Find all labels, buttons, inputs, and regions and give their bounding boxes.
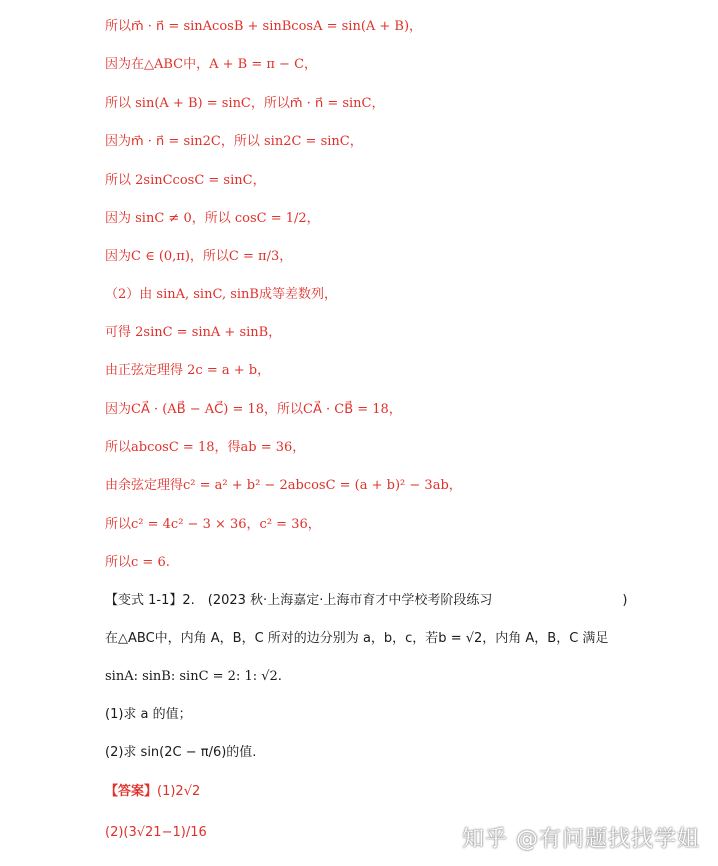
solution-line-4: 因为m⃗ · n⃗ = sin2C，所以 sin2C = sinC，	[105, 134, 363, 149]
solution-line-1: 所以m⃗ · n⃗ = sinAcosB + sinBcosA = sin(A + B)，	[105, 19, 423, 34]
watermark: 知乎 @有问题找找学姐	[462, 827, 700, 852]
problem-header: 【变式 1-1】2. (2023 秋·上海嘉定·上海市育才中学校考阶段练习 )	[105, 593, 628, 608]
solution-line-11: 因为CA⃗ · (AB⃗ − AC⃗) = 18，所以CA⃗ · CB⃗ = 18，	[105, 402, 402, 417]
answer-2: (2)(3√21−1)/16	[105, 825, 207, 840]
solution-line-13: 由余弦定理得c² = a² + b² − 2abcosC = (a + b)² − 3ab，	[105, 478, 462, 493]
answer-line-1	[105, 783, 200, 801]
solution-line-15: 所以c = 6.	[105, 555, 170, 570]
solution-line-7: 因为C ∈ (0,π)，所以C = π/3，	[105, 249, 293, 264]
solution-line-8: （2）由 sinA, sinC, sinB成等差数列，	[105, 287, 337, 302]
question-2: (2)求 sin(2C − π/6)的值.	[105, 745, 257, 760]
problem-ratio: sinA: sinB: sinC = 2: 1: √2.	[105, 669, 282, 684]
solution-line-10: 由正弦定理得 2c = a + b，	[105, 363, 271, 378]
solution-line-14: 所以c² = 4c² − 3 × 36，c² = 36，	[105, 517, 321, 532]
solution-line-2: 因为在△ABC中，A + B = π − C，	[105, 57, 318, 72]
solution-line-5: 所以 2sinCcosC = sinC，	[105, 173, 266, 188]
problem-statement: 在△ABC中，内角 A，B，C 所对的边分别为 a，b，c，若b = √2，内角 A，B，C 满足	[105, 631, 609, 646]
question-1: (1)求 a 的值；	[105, 707, 192, 722]
solution-line-9: 可得 2sinC = sinA + sinB，	[105, 325, 282, 340]
solution-line-6: 因为 sinC ≠ 0，所以 cosC = 1/2，	[105, 211, 320, 226]
solution-line-3: 所以 sin(A + B) = sinC，所以m⃗ · n⃗ = sinC，	[105, 96, 385, 111]
answer-1: (1)2√2	[157, 784, 201, 799]
solution-line-12: 所以abcosC = 18，得ab = 36，	[105, 440, 306, 455]
answer-label: 【答案】	[105, 784, 158, 799]
